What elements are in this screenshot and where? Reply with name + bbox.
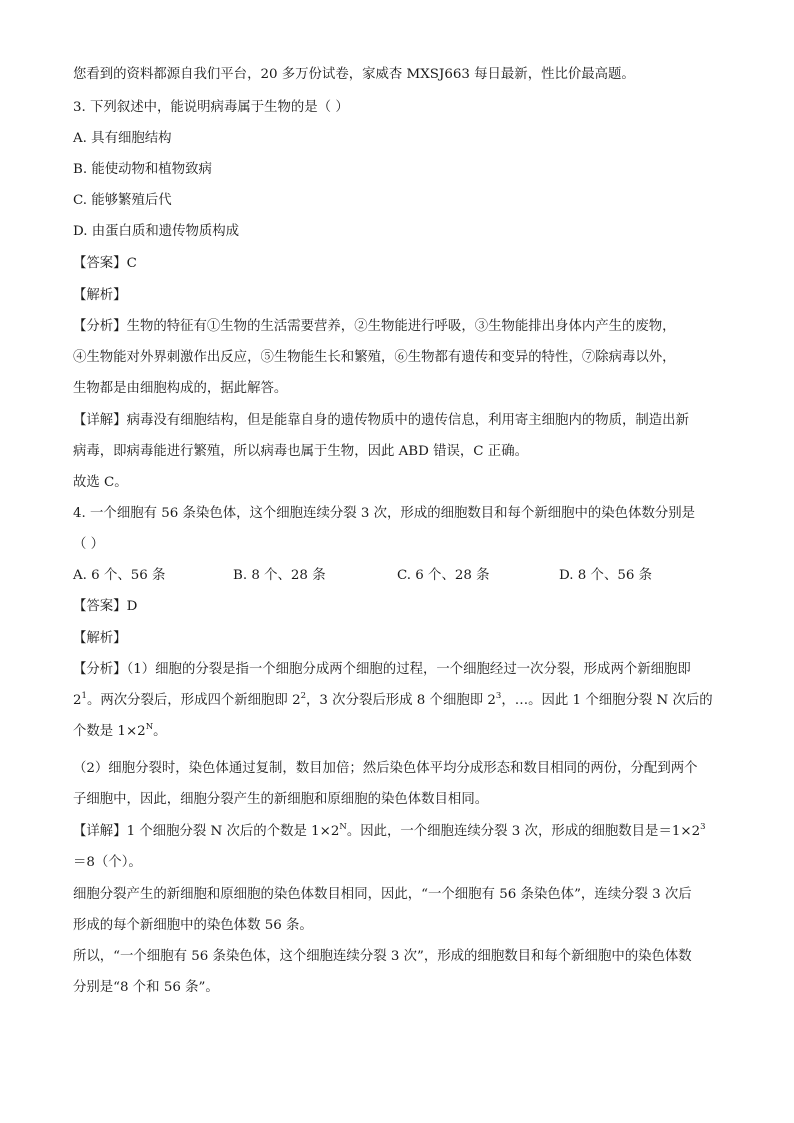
superscript: 2 bbox=[300, 691, 307, 701]
superscript: 3 bbox=[495, 691, 502, 701]
text-fragment: 。 bbox=[153, 724, 167, 739]
q3-fenxi-line-1 bbox=[73, 317, 676, 337]
q4-option-d: D. 8 个、56 条 bbox=[559, 568, 653, 583]
q4-xiangjie-line-6: 分别是“8 个和 56 条”。 bbox=[73, 980, 219, 995]
superscript: N bbox=[339, 822, 347, 832]
q4-xiangjie-line-4: 形成的每个新细胞中的染色体数 56 条。 bbox=[73, 918, 313, 933]
q3-option-c: C. 能够繁殖后代 bbox=[73, 193, 172, 208]
text-fragment: 个数是 1×2 bbox=[73, 724, 146, 739]
q4-stem: 4. 一个细胞有 56 条染色体，这个细胞连续分裂 3 次，形成的细胞数目和每个新细胞中的染色体数分别是 bbox=[73, 506, 696, 521]
superscript: 3 bbox=[700, 822, 706, 832]
q4-fenxi-p2-line-1: （2）细胞分裂时，染色体通过复制，数目加倍；然后染色体平均分成形态和数目相同的两份，分配到两个 bbox=[73, 761, 698, 776]
text-fragment: ，3 次分裂后形成 8 个细胞即 2 bbox=[306, 693, 496, 708]
q4-xiangjie-line-3: 细胞分裂产生的新细胞和原细胞的染色体数目相同，因此，“一个细胞有 56 条染色体”，连续分裂 3 次后 bbox=[73, 887, 692, 902]
text-fragment: ，…。因此 1 个细胞分裂 N 次后的 bbox=[501, 693, 713, 708]
q4-answer-tag: 【答案】 bbox=[73, 599, 127, 614]
q4-fenxi-line-1 bbox=[73, 660, 691, 680]
q4-xiangjie-line-5: 所以，“一个细胞有 56 条染色体，这个细胞连续分裂 3 次”，形成的细胞数目和每个新细胞中的染色体数 bbox=[73, 949, 692, 964]
q4-fenxi-line-3 bbox=[73, 722, 167, 742]
text-fragment: 。两次分裂后，形成四个新细胞即 2 bbox=[86, 693, 301, 708]
q3-answer-value: C bbox=[126, 256, 137, 271]
q3-xiangjie-line-2: 病毒，即病毒能进行繁殖，所以病毒也属于生物，因此 ABD 错误，C 正确。 bbox=[73, 444, 528, 459]
text-fragment: 1 个细胞分裂 N 次后的个数是 1×2 bbox=[126, 824, 340, 839]
q4-fenxi-tag: 【分析】 bbox=[73, 662, 127, 677]
superscript: 1 bbox=[81, 691, 87, 701]
q4-option-c: C. 6 个、28 条 bbox=[397, 568, 490, 583]
q3-xiangjie-line-1 bbox=[73, 411, 689, 431]
text-fragment: 。因此，一个细胞连续分裂 3 次，形成的细胞数目是＝1×2 bbox=[346, 824, 701, 839]
q3-option-a: A. 具有细胞结构 bbox=[73, 131, 172, 146]
q3-fenxi-text-1: 生物的特征有①生物的生活需要营养，②生物能进行呼吸，③生物能排出身体内产生的废物， bbox=[126, 319, 676, 334]
q3-fenxi-line-3: 生物都是由细胞构成的，据此解答。 bbox=[73, 381, 288, 396]
q4-option-b: B. 8 个、28 条 bbox=[233, 568, 326, 583]
q4-fenxi-text-1: （1）细胞的分裂是指一个细胞分成两个细胞的过程，一个细胞经过一次分裂，形成两个新细胞即 bbox=[126, 662, 691, 677]
q4-stem-cont: （ ） bbox=[73, 537, 105, 552]
q3-stem: 3. 下列叙述中，能说明病毒属于生物的是（ ） bbox=[73, 100, 349, 115]
promo-line: 您看到的资料都源自我们平台，20 多万份试卷，家威杏 MXSJ663 每日最新，性比价最高题。 bbox=[73, 67, 635, 82]
q3-conclusion: 故选 C。 bbox=[73, 475, 128, 490]
q4-analysis-tag: 【解析】 bbox=[73, 631, 127, 646]
q3-option-b: B. 能使动物和植物致病 bbox=[73, 162, 212, 177]
q3-answer bbox=[73, 254, 137, 274]
superscript: N bbox=[145, 722, 154, 732]
q3-analysis-tag: 【解析】 bbox=[73, 288, 127, 303]
q3-fenxi-tag: 【分析】 bbox=[73, 319, 127, 334]
q4-fenxi-line-2 bbox=[73, 691, 713, 711]
q4-xiangjie-line-1 bbox=[73, 822, 706, 842]
q4-xiangjie-line-2: ＝8（个）。 bbox=[73, 855, 142, 870]
text-fragment: 2 bbox=[73, 693, 82, 708]
q4-fenxi-p2-line-2: 子细胞中，因此，细胞分裂产生的新细胞和原细胞的染色体数目相同。 bbox=[73, 792, 489, 807]
q4-option-a: A. 6 个、56 条 bbox=[73, 568, 166, 583]
q3-xiangjie-tag: 【详解】 bbox=[73, 413, 127, 428]
q3-option-d: D. 由蛋白质和遗传物质构成 bbox=[73, 224, 240, 239]
q4-xiangjie-tag: 【详解】 bbox=[73, 824, 127, 839]
q4-answer bbox=[73, 597, 137, 617]
q4-answer-value: D bbox=[126, 599, 138, 614]
q3-answer-tag: 【答案】 bbox=[73, 256, 127, 271]
q3-fenxi-line-2: ④生物能对外界刺激作出反应，⑤生物能生长和繁殖，⑥生物都有遗传和变异的特性，⑦除病毒以外， bbox=[73, 350, 676, 365]
q3-xiangjie-text-1: 病毒没有细胞结构，但是能靠自身的遗传物质中的遗传信息，利用寄主细胞内的物质，制造出新 bbox=[126, 413, 689, 428]
